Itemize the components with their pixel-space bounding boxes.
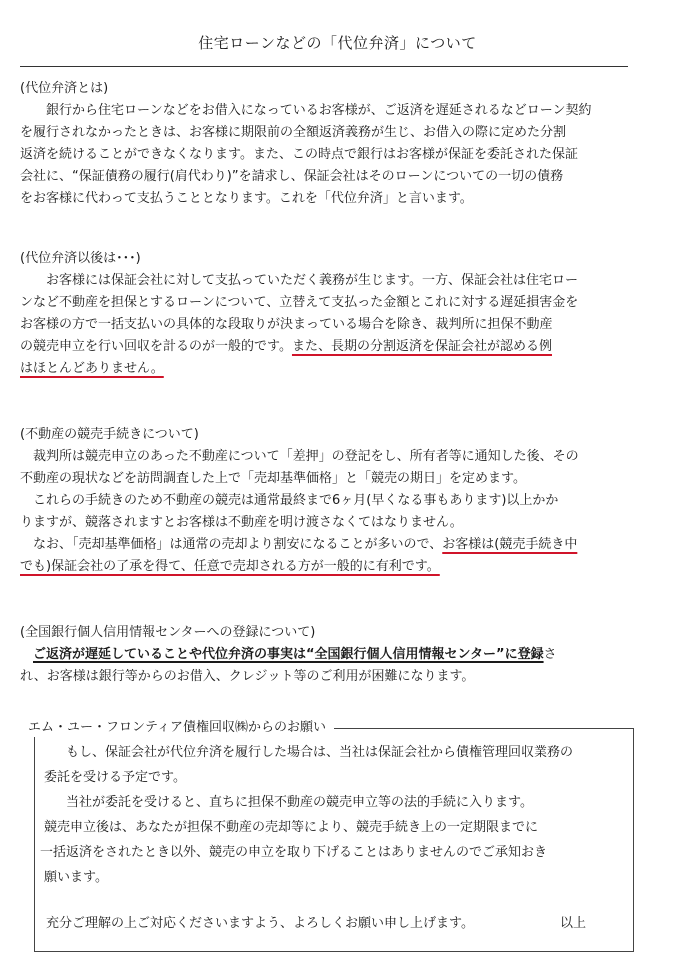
closing-text: 充分ご理解の上ご対応くださいますよう、よろしくお願い申し上げます。 xyxy=(46,916,474,931)
paragraph-line: をお客様に代わって支払うこととなります。これを「代位弁済」と言います。 xyxy=(20,191,473,206)
notice-line: 競売申立後は、あなたが担保不動産の売却等により、競売手続き上の一定期限までに xyxy=(44,820,539,835)
paragraph-line xyxy=(20,358,630,380)
page-title: 住宅ローンなどの「代位弁済」について xyxy=(198,34,477,52)
section-heading: (全国銀行個人信用情報センターへの登録について) xyxy=(20,625,316,640)
notice-line: 願います。 xyxy=(44,870,108,885)
notice-body xyxy=(40,740,620,890)
paragraph-line: 裁判所は競売申立のあった不動産について「差押」の登記をし、所有者等に通知した後、その xyxy=(33,449,579,464)
paragraph-text: の競売申立を行い回収を計るのが一般的です。 xyxy=(20,339,292,354)
paragraph-line: ンなど不動産を担保とするローンについて、立替えて支払った金額とこれに対する遅延損害金を xyxy=(20,295,579,310)
section-heading: (代位弁済とは) xyxy=(20,81,109,96)
paragraph-text: なお、「売却基準価格」は通常の売却より割安になることが多いので、 xyxy=(33,537,443,552)
paragraph-line: 不動産の現状などを訪問調査した上で「売却基準価格」と「競売の期日」を定めます。 xyxy=(20,471,526,486)
closing-row xyxy=(46,912,606,931)
notice-line: 委託を受ける予定です。 xyxy=(44,770,186,785)
section-credit-registry xyxy=(20,622,630,688)
paragraph-line: 返済を続けることができなくなります。また、この時点で銀行はお客様が保証を委託された保証 xyxy=(20,147,578,162)
section-heading: (不動産の競売手続きについて) xyxy=(20,427,199,442)
paragraph-line xyxy=(20,644,630,666)
paragraph-line: りますが、競落されますとお客様は不動産を明け渡さなくてはなりません。 xyxy=(20,515,463,530)
section-auction-procedure xyxy=(20,424,630,578)
section-after-daii-bensai xyxy=(20,248,630,380)
red-underlined-text: でも)保証会社の了承を得て、任意で売却される方が一般的に有利です。 xyxy=(20,559,440,574)
paragraph-line: これらの手続きのため不動産の競売は通常最終まで6ヶ月(早くなる事もあります)以上かか xyxy=(33,493,559,508)
paragraph-line xyxy=(20,556,630,578)
notice-title: エム・ユー・フロンティア債権回収㈱からのお願い xyxy=(20,719,334,737)
notice-line: もし、保証会社が代位弁済を履行した場合は、当社は保証会社から債権管理回収業務の xyxy=(66,745,574,760)
section-heading: (代位弁済以後は･･･) xyxy=(20,251,141,266)
section-daii-bensai xyxy=(20,78,630,210)
paragraph-line: を履行されなかったときは、お客様に期限前の全額返済義務が生じ、お借入の際に定めた分割 xyxy=(20,125,567,140)
title-underline xyxy=(20,66,628,67)
paragraph-line: お客様の方で一括支払いの具体的な段取りが決まっている場合を除き、裁判所に担保不動産 xyxy=(20,317,553,332)
notice-line: 一括返済をされたとき以外、競売の申立を取り下げることはありませんのでご承知おき xyxy=(40,845,548,860)
paragraph-line: 会社に、“保証債務の履行(肩代わり)”を請求し、保証会社はそのローンについての一切の債務 xyxy=(20,169,564,184)
bold-underlined-text: ご返済が遅延していることや代位弁済の事実は“全国銀行個人信用情報センター”に登録 xyxy=(33,647,544,662)
paragraph-line: 銀行から住宅ローンなどをお借入になっているお客様が、ご返済を遅延されるなどローン契約 xyxy=(46,103,592,118)
paragraph-line: れ、お客様は銀行等からのお借入、クレジット等のご利用が困難になります。 xyxy=(20,669,475,684)
paragraph-line xyxy=(20,336,630,358)
notice-line: 当社が委託を受けると、直ちに担保不動産の競売申立等の法的手続に入ります。 xyxy=(66,795,533,810)
red-underlined-text: はほとんどありません。 xyxy=(20,361,164,376)
paragraph-line: お客様には保証会社に対して支払っていただく義務が生じます。一方、保証会社は住宅ロー xyxy=(46,273,578,288)
paragraph-line xyxy=(20,534,630,556)
red-underlined-text: また、長期の分割返済を保証会社が認める例 xyxy=(291,339,552,354)
paragraph-text: さ xyxy=(543,647,557,662)
red-underlined-text: お客様は(競売手続き中 xyxy=(442,537,578,552)
end-mark: 以上 xyxy=(559,916,586,931)
